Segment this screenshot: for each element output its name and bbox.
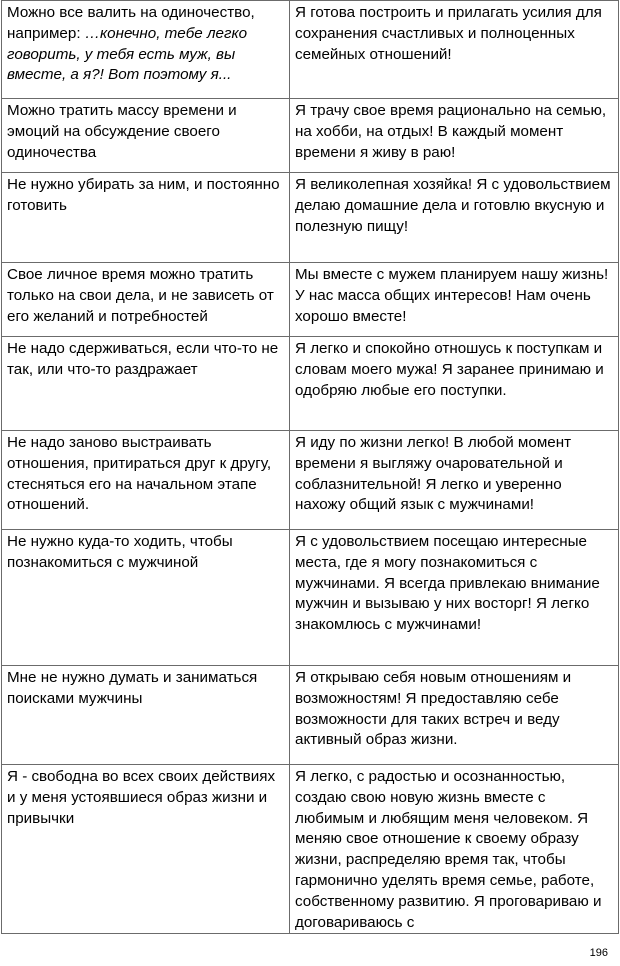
affirmation-text: Я открываю себя новым отношениям и возможностям! Я предоставляю себе возможности для таких встреч и веду активный образ жизни. [295,669,572,749]
affirmation-cell [290,666,619,765]
negative-statement-cell [2,765,290,934]
table-row [2,99,619,173]
affirmation-cell [290,263,619,337]
affirmation-cell [290,431,619,530]
negative-statement-text: Можно все валить на одиночество, например: [7,4,255,42]
affirmation-cell [290,1,619,99]
negative-statement-cell [2,337,290,431]
table-row [2,337,619,431]
negative-statement-cell [2,530,290,666]
affirmation-text: Я легко и спокойно отношусь к поступкам и словам моего мужа! Я заранее принимаю и одобряю любые его поступки. [295,340,604,399]
negative-statement-text: Я - свободна во всех своих действиях и у меня устоявшиеся образ жизни и привычки [7,768,276,827]
table-row [2,263,619,337]
negative-statement-cell [2,263,290,337]
table-row [2,666,619,765]
affirmation-cell [290,530,619,666]
negative-statement-quote: …конечно, тебе легко говорить, у тебя есть муж, вы вместе, а я?! Вот поэтому я... [7,24,248,84]
negative-statement-cell [2,99,290,173]
negative-statement-text: Не надо сдерживаться, если что-то не так, или что-то раздражает [7,340,279,378]
table-row [2,431,619,530]
affirmation-text: Я с удовольствием посещаю интересные места, где я могу познакомиться с мужчинами. Я всегда привлекаю внимание мужчин и вызываю у них восторг! Я легко знакомлюсь с мужчинами! [295,533,600,634]
affirmation-cell [290,765,619,934]
negative-statement-cell [2,173,290,263]
affirmation-text: Я великолепная хозяйка! Я с удовольствием делаю домашние дела и готовлю вкусную и полезную пищу! [295,176,611,235]
negative-statement-text: Свое личное время можно тратить только на свои дела, и не зависеть от его желаний и потребностей [7,266,274,325]
negative-statement-cell [2,666,290,765]
affirmation-cell [290,337,619,431]
negative-statement-text: Не нужно куда-то ходить, чтобы познакомиться с мужчиной [7,533,233,571]
affirmation-cell [290,173,619,263]
table-row [2,1,619,99]
table-row [2,173,619,263]
affirmation-text: Мы вместе с мужем планируем нашу жизнь! У нас масса общих интересов! Нам очень хорошо вместе! [295,266,609,325]
table-row [2,765,619,934]
affirmation-table [1,0,619,934]
table-row [2,530,619,666]
affirmation-text: Я трачу свое время рационально на семью, на хобби, на отдых! В каждый момент времени я живу в раю! [295,102,607,161]
affirmation-text: Я легко, с радостью и осознанностью, создаю свою новую жизнь вместе с любимым и любящим меня человеком. Я меняю свое отношение к своему образу жизни, распределяю время так, чтобы гармонично уделять время семье, работе, собственному развитию. Я проговариваю и договариваюсь с [295,768,602,931]
negative-statement-text: Можно тратить массу времени и эмоций на обсуждение своего одиночества [7,102,237,161]
negative-statement-text: Не надо заново выстраивать отношения, притираться друг к другу, стесняться его на начальном этапе отношений. [7,434,272,514]
affirmation-text: Я иду по жизни легко! В любой момент времени я выгляжу очаровательной и соблазнительной! Я легко и уверенно нахожу общий язык с мужчинами! [295,434,572,514]
affirmation-cell [290,99,619,173]
negative-statement-text: Не нужно убирать за ним, и постоянно готовить [7,176,280,214]
page-number: 196 [589,947,608,959]
affirmation-text: Я готова построить и прилагать усилия для сохранения счастливых и полноценных семейных отношений! [295,4,602,63]
negative-statement-cell [2,431,290,530]
negative-statement-cell [2,1,290,99]
negative-statement-text: Мне не нужно думать и заниматься поисками мужчины [7,669,258,707]
